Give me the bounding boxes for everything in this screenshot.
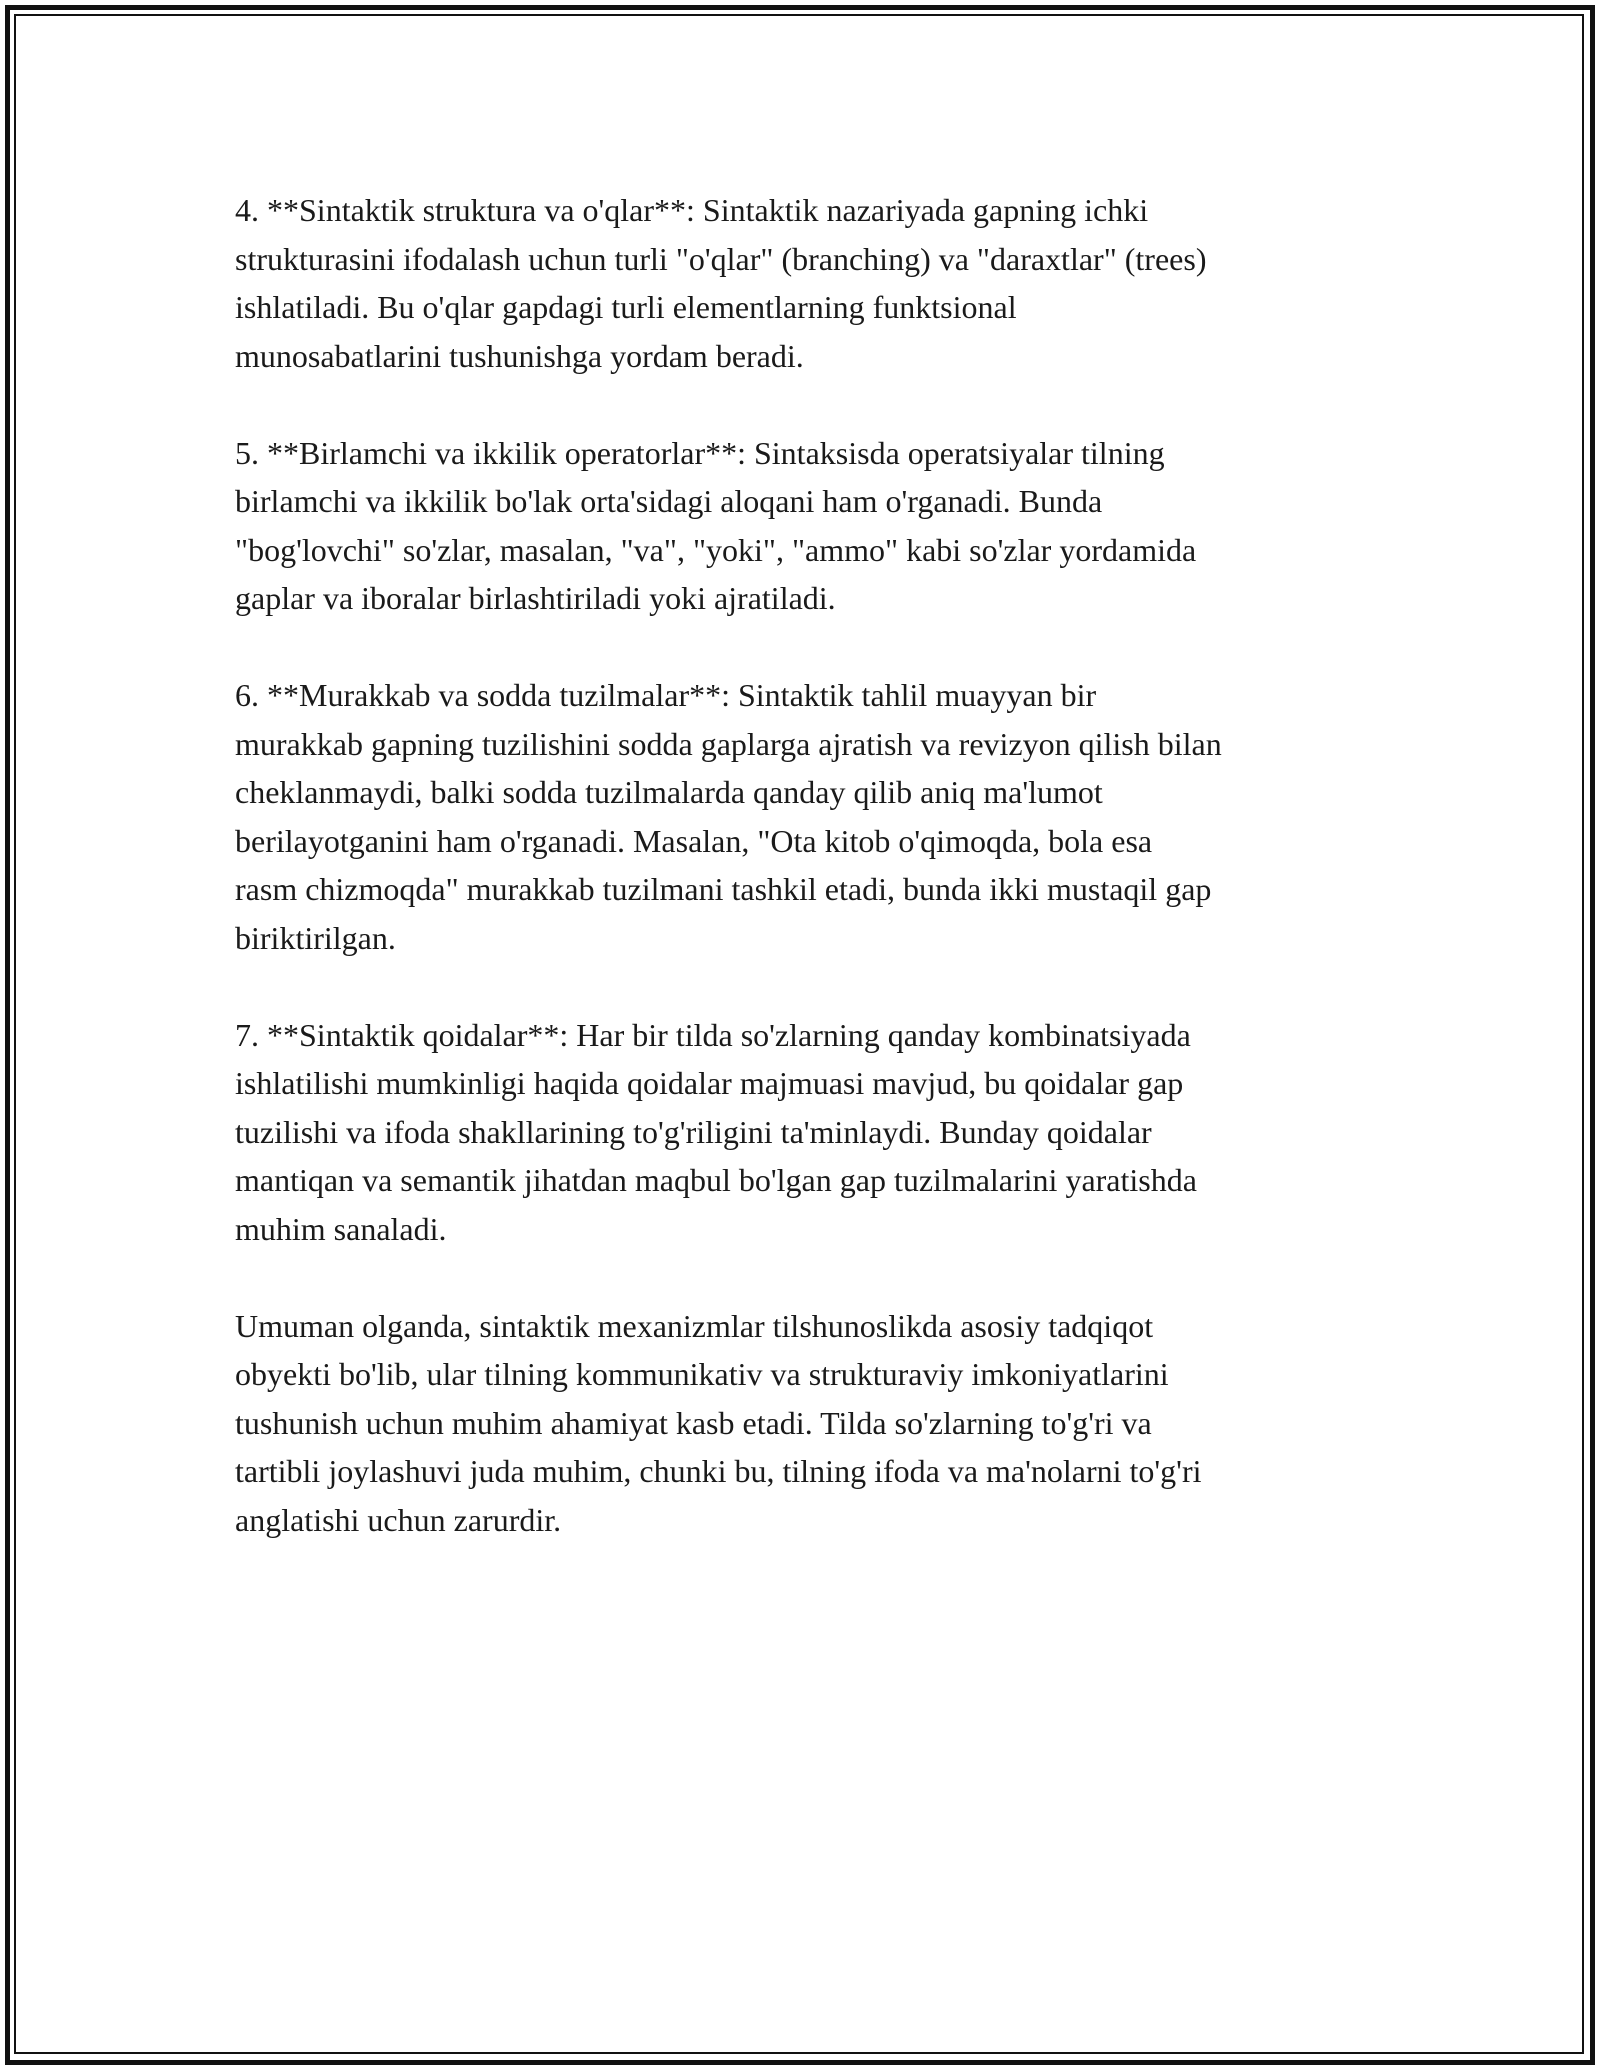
paragraph-item-5: 5. **Birlamchi va ikkilik operatorlar**: Sintaksisda operatsiyalar tilning birlamchi va ikkilik bo'lak orta'sidagi aloqani ham o'rganadi. Bunda "bog'lovchi" so'zlar, masalan, "va", "yoki", "ammo" kabi so'zlar yordamida gaplar va iboralar birlashtiriladi yoki ajratiladi. [235,434,1197,616]
paragraph-item-4: 4. **Sintaktik struktura va o'qlar**: Sintaktik nazariyada gapning ichki strukturasini ifodalash uchun turli "o'qlar" (branching) va "daraxtlar" (trees) ishlatiladi. Bu o'qlar gapdagi turli elementlarning funktsional munosabatlarini tushunishga yordam beradi. [235,192,1207,374]
paragraph-item-6: 6. **Murakkab va sodda tuzilmalar**: Sintaktik tahlil muayyan bir murakkab gapning tuzilishini sodda gaplarga ajratish va revizyon qilish bilan cheklanmaydi, balki sodda tuzilmalarda qanday qilib aniq ma'lumot berilayotganini ham o'rganadi. Masalan, "Ota kitob o'qimoqda, bola esa rasm chizmoqda" murakkab tuzilmani tashkil etadi, bunda ikki mustaqil gap biriktirilgan. [235,677,1222,956]
paragraph-item-7: 7. **Sintaktik qoidalar**: Har bir tilda so'zlarning qanday kombinatsiyada ishlatilishi mumkinligi haqida qoidalar majmuasi mavjud, bu qoidalar gap tuzilishi va ifoda shakllarining to'g'riligini ta'minlaydi. Bunday qoidalar mantiqan va semantik jihatdan maqbul bo'lgan gap tuzilmalarini yaratishda muhim sanaladi. [235,1016,1197,1247]
paragraph-conclusion: Umuman olganda, sintaktik mexanizmlar tilshunoslikda asosiy tadqiqot obyekti bo'lib, ular tilning kommunikativ va strukturaviy imkoniyatlarini tushunish uchun muhim ahamiyat kasb etadi. Tilda so'zlarning to'g'ri va tartibli joylashuvi juda muhim, chunki bu, tilning ifoda va ma'nolarni to'g'ri anglatishi uchun zarurdir. [235,1307,1202,1538]
document-body [235,186,1385,1593]
